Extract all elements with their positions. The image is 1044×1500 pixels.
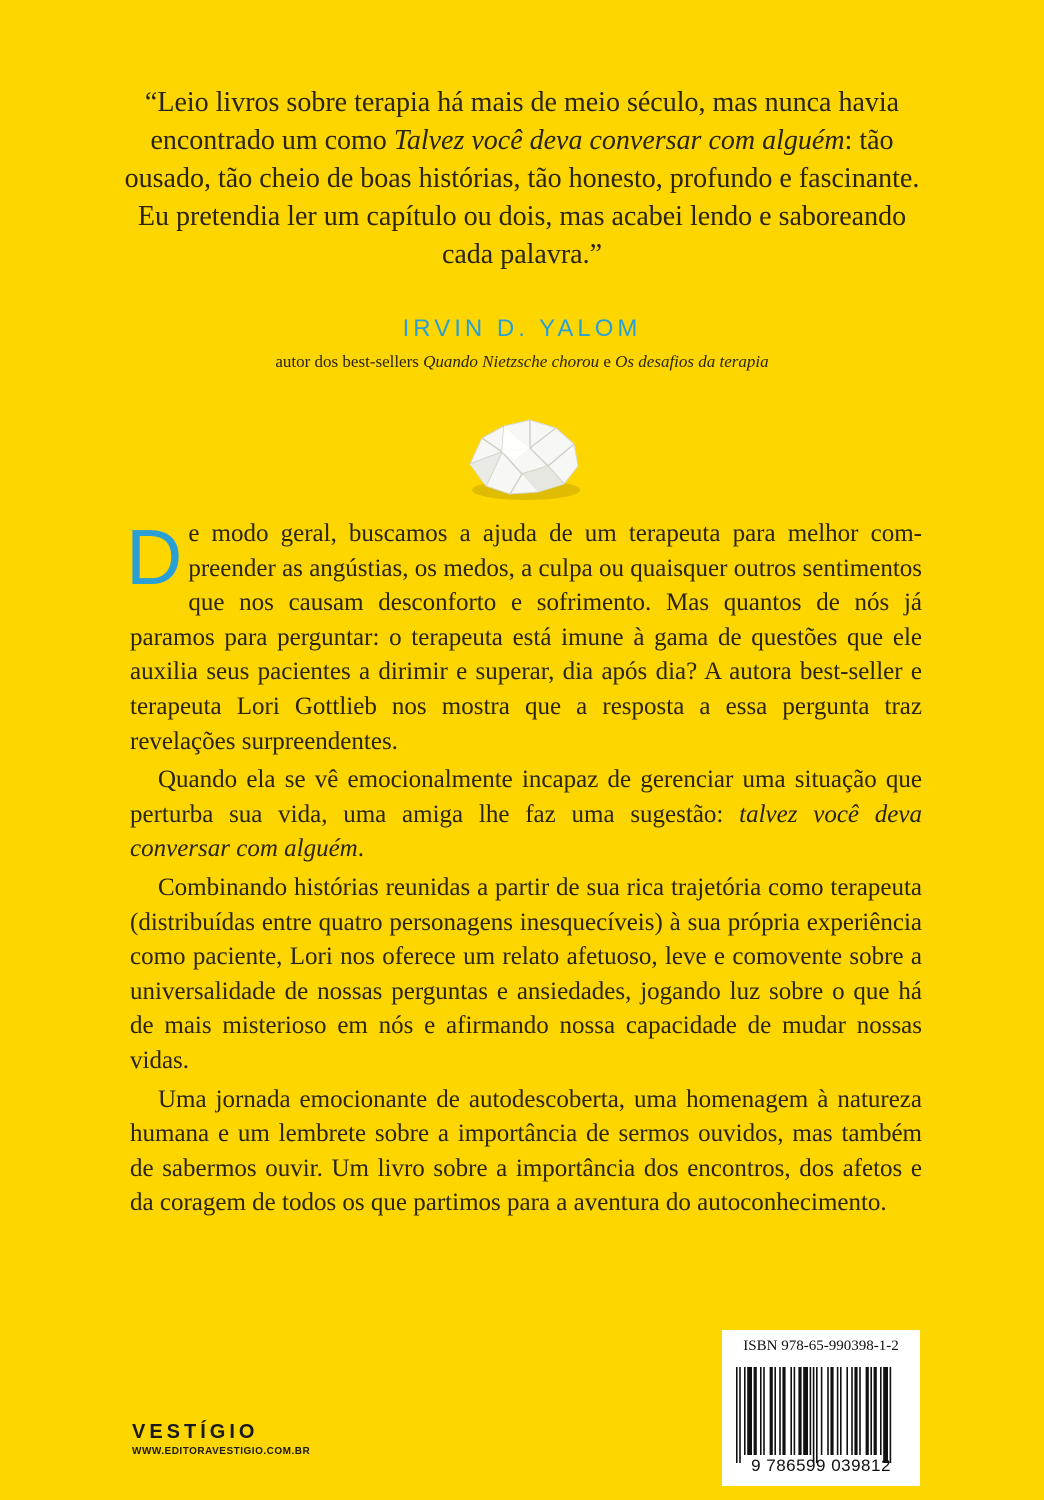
quote-part-2: : tão ousado, tão cheio de boas histórias, tão honesto, profundo e fascinante. Eu pretendia ler um capítulo ou dois, mas acabei lendo e saboreando cada palavra.”: [124, 125, 920, 270]
barcode-bar: [821, 1367, 823, 1455]
crumpled-tissue-icon: [452, 408, 592, 508]
barcode-bar: [859, 1367, 861, 1455]
isbn-barcode: [722, 1330, 920, 1486]
barcode-bar: [883, 1367, 888, 1463]
barcode-bar: [736, 1367, 738, 1463]
credit-book-1: Quando Nietzsche chorou: [423, 352, 600, 371]
paragraph-2-end: .: [357, 835, 364, 863]
barcode-bar: [830, 1367, 833, 1455]
barcode-bar: [779, 1367, 781, 1455]
barcode-bar: [760, 1367, 762, 1455]
synopsis-paragraph-1: [126, 513, 922, 759]
barcode-bar: [890, 1367, 892, 1463]
barcode-bar: [880, 1367, 882, 1455]
paragraph-2-start: Quando ela se vê emocionalmente incapaz de gerenciar uma situação que perturba sua vida, uma amiga lhe faz uma sugestão:: [130, 766, 922, 828]
barcode-bar: [870, 1367, 872, 1455]
barcode-bar: [846, 1367, 848, 1455]
barcode-bar: [739, 1367, 741, 1463]
paragraph-1-text: e modo geral, buscamos a ajuda de um terapeuta para melhor compreender as angústias, os medos, a culpa ou quaisquer outros sentimentos que nos causam desconforto e sofrimento. Mas quantos de nós já paramos para perguntar: o terapeuta está imune à gama de questões que ele auxilia seus pacientes a dirimir e superar, dia após dia? A autora best-seller e terapeuta Lori Gottlieb nos mostra que a resposta a essa pergunta traz revelações surpreendentes.: [130, 520, 922, 755]
barcode-bar: [774, 1367, 776, 1455]
isbn-label: ISBN 978-65-990398-1-2: [743, 1338, 899, 1354]
quote-book-title: Talvez você deva conversar com alguém: [393, 125, 845, 156]
barcode-bar: [747, 1367, 752, 1455]
barcode-bar: [798, 1367, 801, 1455]
barcode-bar: [813, 1367, 815, 1463]
barcode-bar: [754, 1367, 757, 1455]
quote-author-name: IRVIN D. YALOM: [402, 315, 642, 342]
credit-book-2: Os desafios da terapia: [615, 352, 769, 371]
publisher-url: WWW.EDITORAVESTIGIO.COM.BR: [132, 1446, 311, 1457]
barcode-bar: [851, 1367, 853, 1455]
credit-prefix: autor dos best-sellers: [275, 352, 424, 371]
barcode-bar: [790, 1367, 792, 1455]
publisher-logo: [132, 1421, 310, 1457]
barcode-bar: [874, 1367, 877, 1455]
synopsis-paragraph-2: [130, 763, 922, 867]
endorsement-quote: [120, 84, 924, 274]
barcode-bar: [816, 1367, 818, 1463]
barcode-bar: [810, 1367, 812, 1455]
barcode-bar: [840, 1367, 842, 1455]
barcode-bar: [763, 1367, 765, 1455]
barcode-bar: [854, 1367, 857, 1455]
barcode-bar: [770, 1367, 773, 1455]
synopsis-paragraph-4: Uma jornada emocionante de autodescoberta, uma homenagem à natureza humana e um lembrete sobre a importância de sermos ouvidos, mas também de sabermos ouvir. Um livro sobre a importância dos encontros, dos afetos e da coragem de todos os que partimos para a aventura do autoconhecimento.: [130, 1085, 922, 1217]
barcode-digits: 9 786599 039812: [751, 1456, 891, 1475]
barcode-bar: [744, 1367, 746, 1455]
barcode-bar: [782, 1367, 785, 1455]
synopsis: [126, 513, 922, 1225]
synopsis-paragraph-3: Combinando histórias reunidas a partir de sua rica trajetória como terapeuta (distribuídas entre quatro personagens inesquecíveis) à sua própria experiência como paciente, Lori nos oferece um relato afetuoso, leve e comovente sobre a universalidade de nossas perguntas e ansiedades, jogando luz sobre o que há de mais misterioso em nós e afirmando nossa capacidade de mudar nossas vidas.: [130, 873, 922, 1074]
barcode-bars-icon: [732, 1360, 908, 1470]
credit-mid: e: [599, 352, 616, 371]
barcode-bar: [794, 1367, 796, 1455]
barcode-bar: [866, 1367, 869, 1455]
publisher-name: VESTÍGIO: [132, 1421, 259, 1443]
author-credit: [0, 352, 1044, 372]
drop-cap: D: [126, 513, 183, 601]
barcode-bar: [803, 1367, 808, 1455]
quote-part-1: “Leio livros sobre terapia há mais de meio século, mas nunca havia encontrado um como: [144, 87, 900, 156]
paragraph-2-italic: talvez você deva conversar com alguém: [130, 800, 922, 863]
barcode-bar: [827, 1367, 829, 1455]
barcode-bar: [837, 1367, 839, 1455]
